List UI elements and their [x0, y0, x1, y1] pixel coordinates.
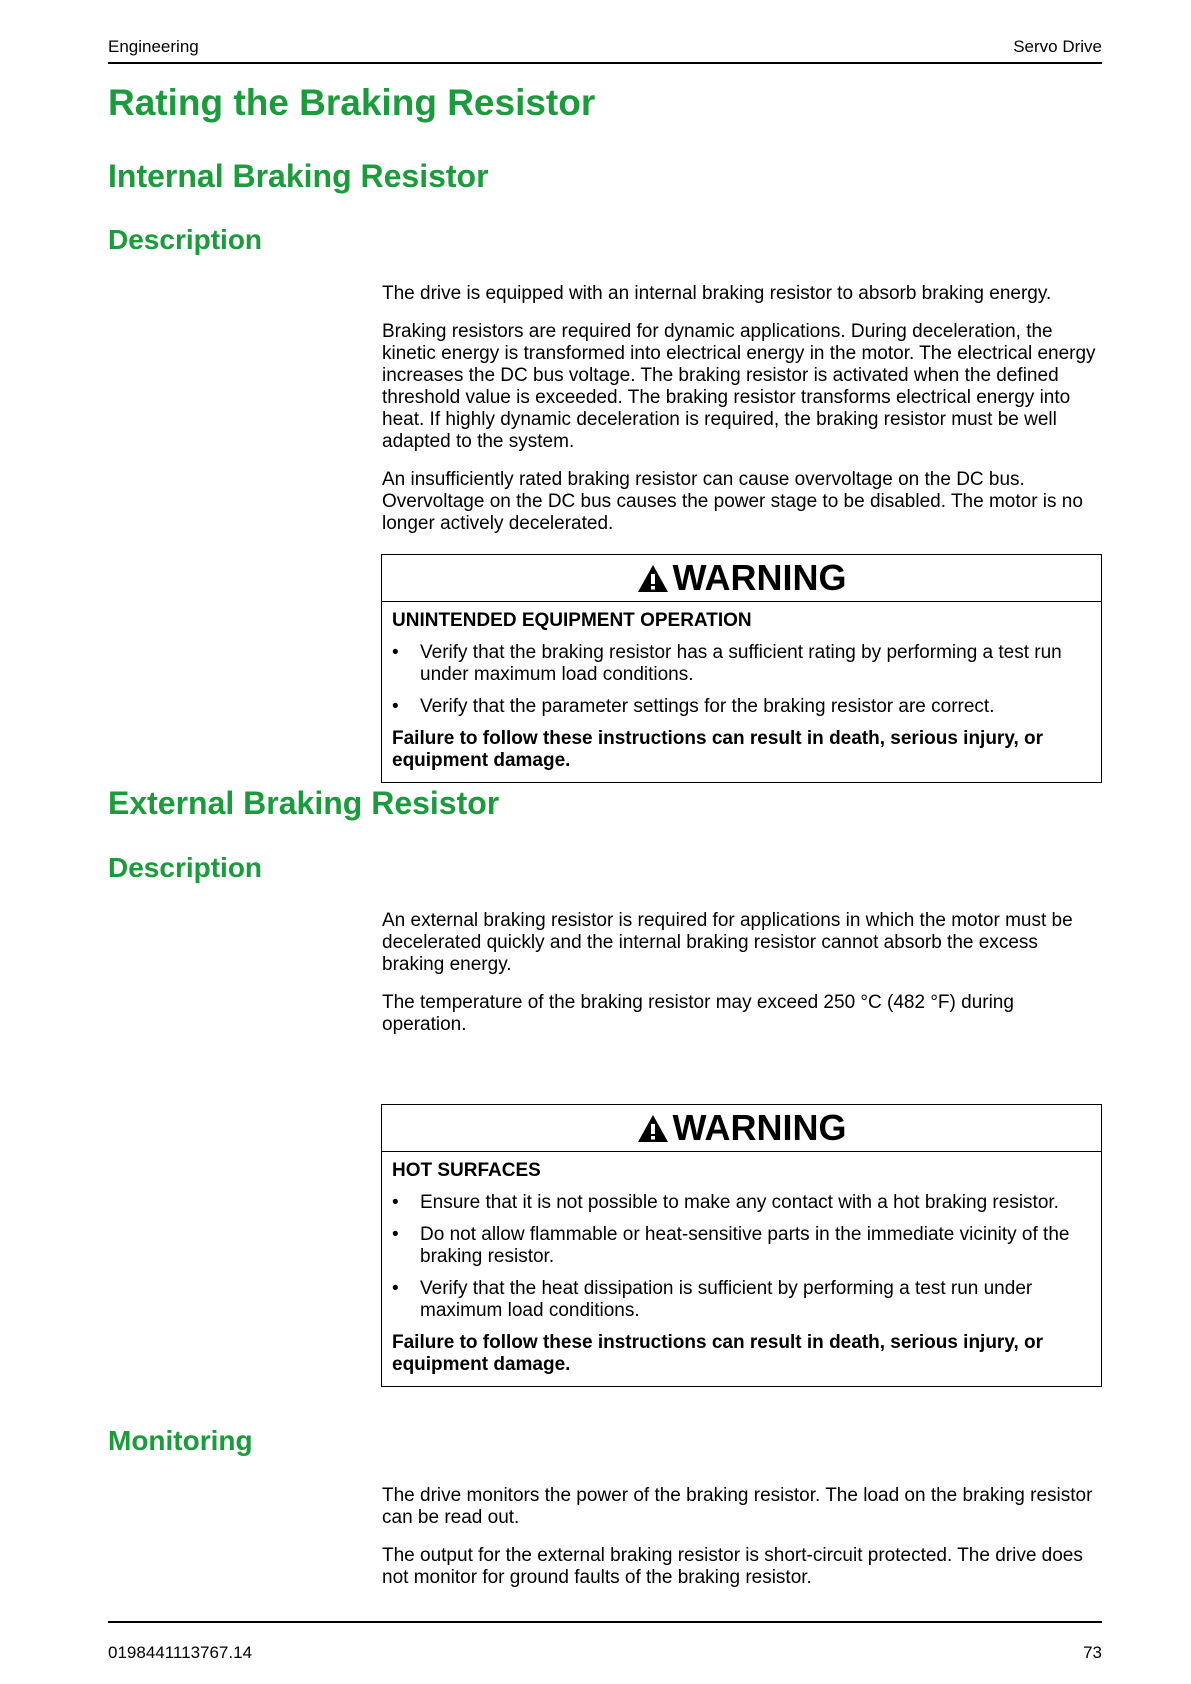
header-section: Engineering [108, 37, 199, 56]
monitoring-body [382, 1485, 1102, 1605]
page-footer [108, 1621, 1102, 1662]
warning-item [392, 696, 1091, 718]
warning-body [382, 1152, 1101, 1386]
warning-list [392, 1192, 1091, 1322]
bullet: • [392, 1278, 399, 1299]
paragraph: An insufficiently rated braking resistor can cause overvoltage on the DC bus. Overvoltage on the DC bus causes the power stage to be disabled. The motor is no longer actively decelerated. [382, 469, 1083, 534]
warning-list [392, 642, 1091, 718]
warning-item-text: Ensure that it is not possible to make any contact with a hot braking resistor. [420, 1192, 1059, 1213]
warning-title [382, 555, 1101, 602]
bullet: • [392, 696, 399, 717]
internal-heading: Internal Braking Resistor [108, 158, 489, 194]
warning-hazard: HOT SURFACES [392, 1160, 541, 1181]
external-heading: External Braking Resistor [108, 785, 500, 821]
warning-title [382, 1105, 1101, 1152]
paragraph: The drive is equipped with an internal braking resistor to absorb braking energy. [382, 283, 1052, 304]
paragraph: The output for the external braking resistor is short-circuit protected. The drive does not monitor for ground faults of the braking resistor. [382, 1545, 1083, 1588]
paragraph: The drive monitors the power of the braking resistor. The load on the braking resistor can be read out. [382, 1485, 1093, 1528]
header-product: Servo Drive [1013, 37, 1102, 56]
warning-box-external [381, 1104, 1102, 1387]
bullet: • [392, 1224, 399, 1245]
warning-item [392, 1278, 1091, 1322]
warning-consequence: Failure to follow these instructions can result in death, serious injury, or equipment damage. [392, 728, 1044, 771]
warning-item [392, 642, 1091, 686]
warning-item-text: Verify that the braking resistor has a sufficient rating by performing a test run under maximum load conditions. [420, 642, 1062, 685]
warning-item-text: Verify that the parameter settings for the braking resistor are correct. [420, 696, 995, 717]
bullet: • [392, 642, 399, 663]
paragraph: The temperature of the braking resistor may exceed 250 °C (482 °F) during operation. [382, 992, 1014, 1035]
document-number: 0198441113767.14 [108, 1643, 253, 1662]
warning-title-text: WARNING [672, 557, 847, 598]
warning-body [382, 602, 1101, 782]
warning-consequence: Failure to follow these instructions can result in death, serious injury, or equipment damage. [392, 1332, 1044, 1375]
page-title: Rating the Braking Resistor [108, 82, 596, 123]
external-description-heading: Description [108, 852, 263, 883]
page-header [108, 36, 1102, 64]
paragraph: An external braking resistor is required for applications in which the motor must be decelerated quickly and the internal braking resistor cannot absorb the excess braking energy. [382, 910, 1073, 975]
warning-title-text: WARNING [672, 1107, 847, 1148]
external-description-body [382, 910, 1102, 1052]
internal-description-body [382, 283, 1102, 551]
warning-item-text: Verify that the heat dissipation is sufficient by performing a test run under maximum load conditions. [420, 1278, 1033, 1321]
warning-item [392, 1224, 1091, 1268]
monitoring-heading: Monitoring [108, 1425, 253, 1456]
internal-description-heading: Description [108, 224, 263, 255]
warning-box-internal [381, 554, 1102, 783]
warning-hazard: UNINTENDED EQUIPMENT OPERATION [392, 610, 752, 631]
page-number: 73 [1083, 1643, 1102, 1662]
warning-item-text: Do not allow flammable or heat-sensitive parts in the immediate vicinity of the braking resistor. [420, 1224, 1070, 1267]
bullet: • [392, 1192, 399, 1213]
warning-triangle-icon [637, 1114, 669, 1143]
paragraph: Braking resistors are required for dynamic applications. During deceleration, the kinetic energy is transformed into electrical energy in the motor. The electrical energy increases the DC bus voltage. The braking resistor is activated when the defined threshold value is exceeded. The braking resistor transforms electrical energy into heat. If highly dynamic deceleration is required, the braking resistor must be well adapted to the system. [382, 321, 1096, 452]
warning-triangle-icon [637, 564, 669, 593]
warning-item [392, 1192, 1091, 1214]
